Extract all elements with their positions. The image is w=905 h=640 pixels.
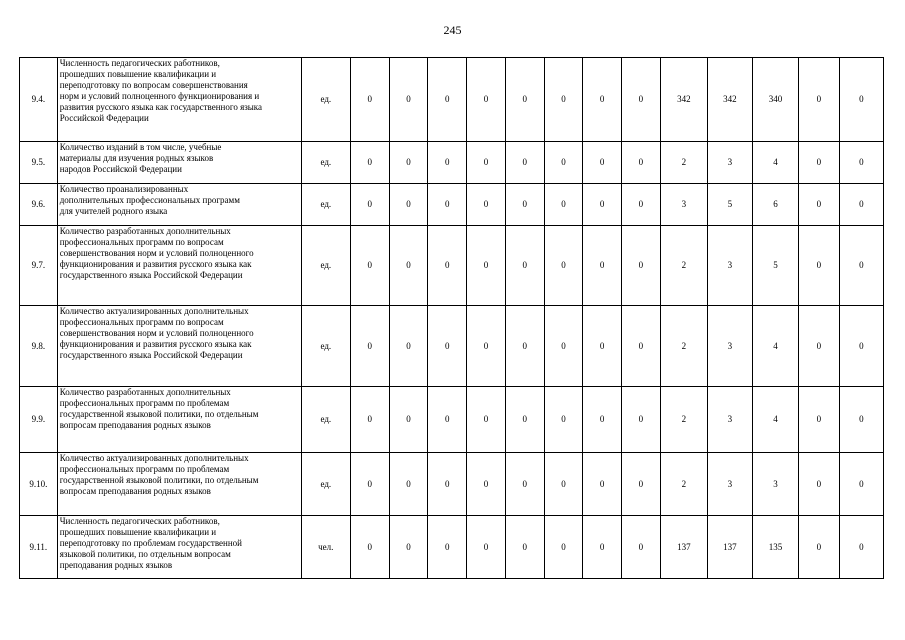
row-value: 0 <box>799 306 840 387</box>
row-value: 0 <box>428 453 467 516</box>
row-value: 2 <box>660 142 707 184</box>
row-number: 9.7. <box>20 226 58 306</box>
row-description <box>57 58 301 142</box>
row-description <box>57 306 301 387</box>
row-value: 0 <box>622 453 661 516</box>
row-value: 0 <box>583 306 622 387</box>
row-value: 0 <box>583 516 622 579</box>
row-number: 9.10. <box>20 453 58 516</box>
table-row <box>20 226 884 306</box>
row-value: 0 <box>428 184 467 226</box>
row-number: 9.5. <box>20 142 58 184</box>
row-value: 4 <box>752 387 798 453</box>
row-value: 0 <box>544 58 583 142</box>
row-value: 0 <box>350 184 389 226</box>
row-unit: ед. <box>301 387 350 453</box>
row-value: 0 <box>839 58 883 142</box>
table-row <box>20 516 884 579</box>
row-value: 0 <box>350 387 389 453</box>
row-value: 0 <box>389 306 428 387</box>
row-value: 0 <box>467 387 506 453</box>
row-value: 0 <box>467 516 506 579</box>
row-value: 0 <box>583 387 622 453</box>
row-value: 0 <box>467 306 506 387</box>
row-value: 0 <box>622 387 661 453</box>
row-value: 0 <box>505 58 544 142</box>
row-number: 9.8. <box>20 306 58 387</box>
row-value: 0 <box>428 387 467 453</box>
row-value: 0 <box>467 453 506 516</box>
row-value: 0 <box>799 387 840 453</box>
row-value: 0 <box>622 306 661 387</box>
row-value: 3 <box>707 306 752 387</box>
row-value: 0 <box>389 516 428 579</box>
row-value: 3 <box>707 453 752 516</box>
row-value: 0 <box>544 516 583 579</box>
row-value: 0 <box>505 387 544 453</box>
row-unit: чел. <box>301 516 350 579</box>
row-value: 0 <box>467 58 506 142</box>
row-value: 0 <box>544 306 583 387</box>
row-value: 0 <box>350 306 389 387</box>
row-value: 0 <box>799 58 840 142</box>
row-value: 0 <box>350 453 389 516</box>
row-value: 0 <box>350 58 389 142</box>
row-value: 0 <box>799 184 840 226</box>
table-row <box>20 387 884 453</box>
row-value: 0 <box>544 142 583 184</box>
row-value: 0 <box>389 142 428 184</box>
row-value: 0 <box>505 453 544 516</box>
row-value: 3 <box>707 226 752 306</box>
row-value: 137 <box>707 516 752 579</box>
row-value: 0 <box>622 184 661 226</box>
row-value: 0 <box>544 184 583 226</box>
row-value: 0 <box>467 184 506 226</box>
row-unit: ед. <box>301 306 350 387</box>
row-value: 4 <box>752 142 798 184</box>
row-description <box>57 387 301 453</box>
table-row <box>20 142 884 184</box>
row-value: 0 <box>839 142 883 184</box>
row-description-text: Количество актуализированных дополнительных профессиональных программ по вопросам совершенствования норм и условий полноценного функционирования и развития русского языка как государственного языка Российской Федерации <box>59 306 254 360</box>
row-value: 0 <box>544 387 583 453</box>
row-value: 0 <box>839 453 883 516</box>
row-description-text: Численность педагогических работников, прошедших повышение квалификации и переподготовку по вопросам совершенствования норм и условий полноценного функционирования и развития русского языка как государственного языка Российской Федерации <box>59 58 263 123</box>
row-value: 0 <box>544 226 583 306</box>
row-value: 0 <box>839 226 883 306</box>
row-value: 0 <box>622 142 661 184</box>
row-value: 2 <box>660 226 707 306</box>
row-value: 0 <box>622 516 661 579</box>
row-value: 0 <box>467 226 506 306</box>
row-value: 0 <box>389 453 428 516</box>
row-value: 0 <box>622 226 661 306</box>
row-value: 0 <box>583 58 622 142</box>
row-number: 9.4. <box>20 58 58 142</box>
row-value: 0 <box>839 387 883 453</box>
row-description-text: Количество проанализированных дополнительных профессиональных программ для учителей родного языка <box>59 184 240 216</box>
row-description <box>57 142 301 184</box>
row-value: 0 <box>799 453 840 516</box>
row-value: 0 <box>505 142 544 184</box>
row-value: 0 <box>583 226 622 306</box>
row-number: 9.6. <box>20 184 58 226</box>
row-value: 0 <box>467 142 506 184</box>
row-value: 5 <box>752 226 798 306</box>
row-value: 0 <box>350 142 389 184</box>
row-value: 137 <box>660 516 707 579</box>
row-unit: ед. <box>301 226 350 306</box>
row-value: 0 <box>428 306 467 387</box>
table-row <box>20 306 884 387</box>
row-value: 0 <box>505 226 544 306</box>
row-description-text: Количество разработанных дополнительных профессиональных программ по вопросам совершенствования норм и условий полноценного функционирования и развития русского языка как государственного языка Российской Федерации <box>59 226 254 280</box>
table-row <box>20 58 884 142</box>
row-value: 342 <box>707 58 752 142</box>
row-description <box>57 453 301 516</box>
row-value: 0 <box>389 184 428 226</box>
row-value: 0 <box>583 453 622 516</box>
row-value: 0 <box>389 58 428 142</box>
row-value: 5 <box>707 184 752 226</box>
row-value: 0 <box>622 58 661 142</box>
row-value: 0 <box>505 516 544 579</box>
row-value: 135 <box>752 516 798 579</box>
row-value: 0 <box>428 142 467 184</box>
row-value: 3 <box>660 184 707 226</box>
row-value: 0 <box>799 142 840 184</box>
row-description-text: Количество изданий в том числе, учебные материалы для изучения родных языков народов Российской Федерации <box>59 142 222 174</box>
page-number: 245 <box>443 23 462 37</box>
row-value: 3 <box>707 142 752 184</box>
row-value: 0 <box>544 453 583 516</box>
row-description <box>57 184 301 226</box>
row-value: 0 <box>428 516 467 579</box>
row-value: 0 <box>505 306 544 387</box>
row-number: 9.9. <box>20 387 58 453</box>
row-value: 340 <box>752 58 798 142</box>
row-value: 2 <box>660 306 707 387</box>
table-row <box>20 453 884 516</box>
row-description <box>57 516 301 579</box>
row-description <box>57 226 301 306</box>
row-value: 0 <box>428 226 467 306</box>
row-value: 0 <box>389 387 428 453</box>
row-value: 0 <box>505 184 544 226</box>
row-value: 0 <box>583 184 622 226</box>
row-value: 3 <box>752 453 798 516</box>
table-row <box>20 184 884 226</box>
row-value: 2 <box>660 387 707 453</box>
row-number: 9.11. <box>20 516 58 579</box>
row-unit: ед. <box>301 142 350 184</box>
row-value: 3 <box>707 387 752 453</box>
row-value: 4 <box>752 306 798 387</box>
row-value: 0 <box>583 142 622 184</box>
row-unit: ед. <box>301 58 350 142</box>
row-value: 0 <box>350 516 389 579</box>
row-value: 0 <box>389 226 428 306</box>
row-value: 0 <box>350 226 389 306</box>
row-description-text: Количество разработанных дополнительных профессиональных программ по проблемам государственной языковой политики, по отдельным вопросам преподавания родных языков <box>59 387 259 430</box>
row-value: 0 <box>799 516 840 579</box>
row-value: 0 <box>839 306 883 387</box>
row-value: 0 <box>799 226 840 306</box>
row-description-text: Численность педагогических работников, прошедших повышение квалификации и переподготовку по проблемам государственной языковой политики, по отдельным вопросам преподавания родных языков <box>59 516 242 570</box>
row-value: 0 <box>839 516 883 579</box>
row-description-text: Количество актуализированных дополнительных профессиональных программ по проблемам государственной языковой политики, по отдельным вопросам преподавания родных языков <box>59 453 259 496</box>
row-value: 342 <box>660 58 707 142</box>
row-value: 0 <box>839 184 883 226</box>
row-unit: ед. <box>301 184 350 226</box>
row-value: 0 <box>428 58 467 142</box>
indicators-table <box>19 57 884 579</box>
row-value: 2 <box>660 453 707 516</box>
row-unit: ед. <box>301 453 350 516</box>
row-value: 6 <box>752 184 798 226</box>
